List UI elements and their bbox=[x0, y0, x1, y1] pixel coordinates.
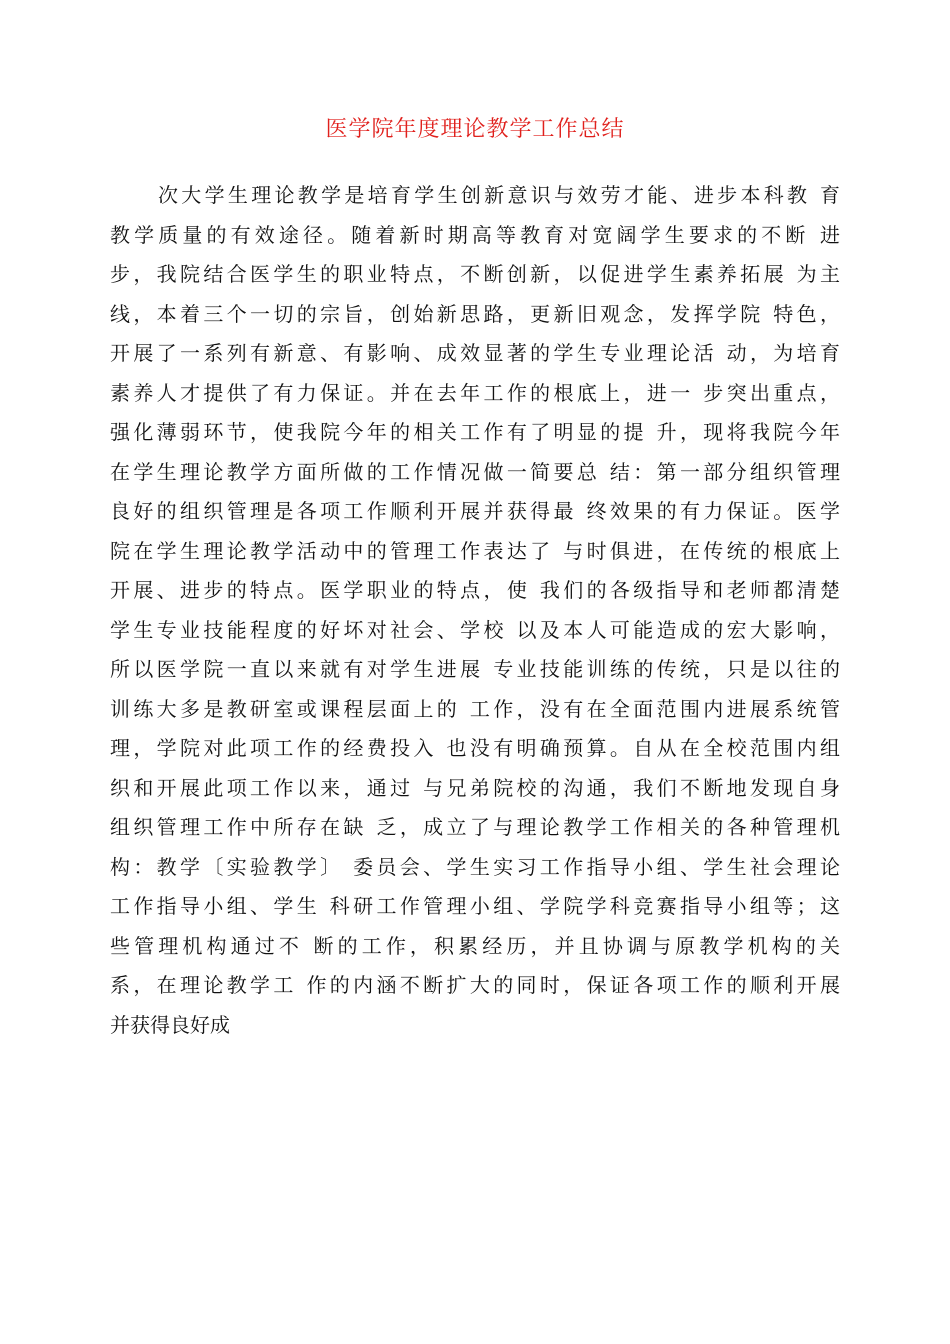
body-line: 学生专业技能程度的好坏对社会、学校 以及本人可能造成的宏大影响， bbox=[110, 617, 840, 642]
body-line: 构：教学〔实验教学〕 委员会、学生实习工作指导小组、学生社会理论 bbox=[110, 854, 840, 879]
body-line: 强化薄弱环节，使我院今年的相关工作有了明显的提 升，现将我院今年 bbox=[110, 420, 840, 444]
body-line: 教学质量的有效途径。随着新时期高等教育对宽阔学生要求的不断 进 bbox=[110, 222, 840, 247]
body-line: 次大学生理论教学是培育学生创新意识与效劳才能、进步本科教 育 bbox=[158, 183, 840, 207]
body-line: 系，在理论教学工 作的内涵不断扩大的同时，保证各项工作的顺利开展 bbox=[110, 973, 840, 997]
body-line: 步，我院结合医学生的职业特点，不断创新，以促进学生素养拓展 为主 bbox=[110, 262, 840, 286]
body-line: 院在学生理论教学活动中的管理工作表达了 与时俱进，在传统的根底上 bbox=[110, 538, 840, 563]
body-line: 并获得良好成 bbox=[110, 1012, 230, 1037]
body-line: 良好的组织管理是各项工作顺利开展并获得最 终效果的有力保证。医学 bbox=[110, 499, 840, 523]
body-line: 开展了一系列有新意、有影响、成效显著的学生专业理论活 动，为培育 bbox=[110, 341, 840, 365]
body-line: 线，本着三个一切的宗旨，创始新思路，更新旧观念，发挥学院 特色， bbox=[110, 301, 840, 326]
document-title: 医学院年度理论教学工作总结 bbox=[325, 117, 625, 142]
document-body bbox=[110, 176, 840, 1045]
body-line: 素养人才提供了有力保证。并在去年工作的根底上，进一 步突出重点， bbox=[110, 380, 840, 405]
body-line: 所以医学院一直以来就有对学生进展 专业技能训练的传统，只是以往的 bbox=[110, 657, 840, 681]
body-line: 开展、进步的特点。医学职业的特点，使 我们的各级指导和老师都清楚 bbox=[110, 578, 840, 602]
body-line: 组织管理工作中所存在缺 乏，成立了与理论教学工作相关的各种管理机 bbox=[110, 815, 840, 839]
body-line: 训练大多是教研室或课程层面上的 工作，没有在全面范围内进展系统管 bbox=[110, 696, 840, 721]
body-line: 在学生理论教学方面所做的工作情况做一简要总 结：第一部分组织管理 bbox=[110, 459, 840, 484]
body-line: 工作指导小组、学生 科研工作管理小组、学院学科竞赛指导小组等；这 bbox=[110, 894, 840, 918]
body-line: 些管理机构通过不 断的工作，积累经历，并且协调与原教学机构的关 bbox=[110, 933, 840, 958]
body-line: 理，学院对此项工作的经费投入 也没有明确预算。自从在全校范围内组 bbox=[110, 736, 840, 760]
body-line: 织和开展此项工作以来，通过 与兄弟院校的沟通，我们不断地发现自身 bbox=[110, 775, 840, 800]
